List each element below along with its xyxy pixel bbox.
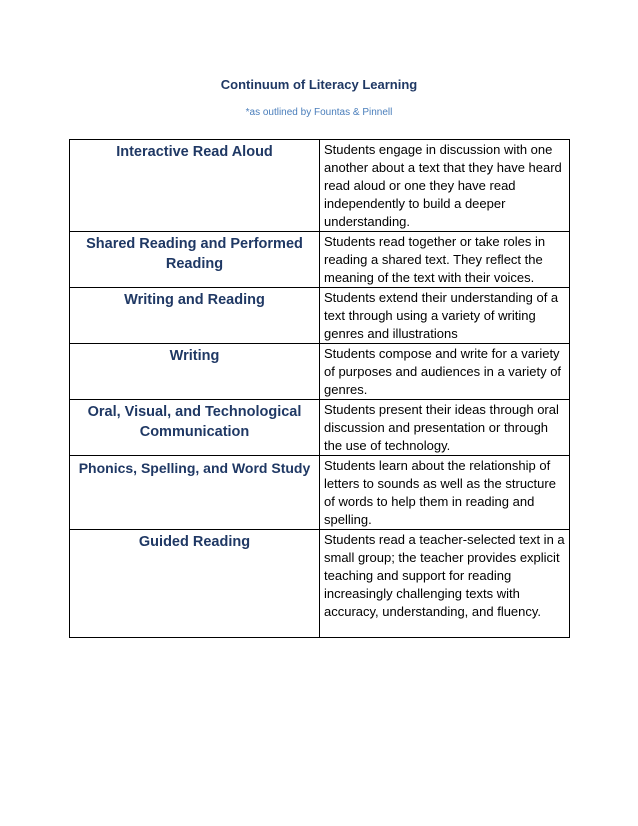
table-row bbox=[70, 344, 570, 400]
component-name-cell: Writing bbox=[70, 344, 320, 400]
component-name-cell: Guided Reading bbox=[70, 530, 320, 638]
component-description-cell: Students read together or take roles in reading a shared text. They reflect the meaning of the text with their voices. bbox=[320, 232, 570, 288]
component-description-cell: Students extend their understanding of a text through using a variety of writing genres and illustrations bbox=[320, 288, 570, 344]
component-description-cell: Students compose and write for a variety of purposes and audiences in a variety of genres. bbox=[320, 344, 570, 400]
component-description-cell: Students engage in discussion with one another about a text that they have heard read aloud or one they have read independently to build a deeper understanding. bbox=[320, 140, 570, 232]
document-title: Continuum of Literacy Learning bbox=[220, 77, 418, 92]
table-row bbox=[70, 140, 570, 232]
document-subtitle: *as outlined by Fountas & Pinnell bbox=[245, 107, 393, 118]
component-name-cell: Writing and Reading bbox=[70, 288, 320, 344]
component-name-cell: Phonics, Spelling, and Word Study bbox=[70, 456, 320, 530]
component-name-cell: Shared Reading and Performed Reading bbox=[70, 232, 320, 288]
literacy-continuum-table bbox=[69, 139, 570, 638]
component-description-cell: Students present their ideas through oral discussion and presentation or through the use of technology. bbox=[320, 400, 570, 456]
component-description-cell: Students read a teacher-selected text in a small group; the teacher provides explicit teaching and support for reading increasingly challenging texts with accuracy, understanding, and fluency. bbox=[320, 530, 570, 638]
table-row bbox=[70, 288, 570, 344]
table-row bbox=[70, 400, 570, 456]
table-row bbox=[70, 530, 570, 638]
component-name-cell: Interactive Read Aloud bbox=[70, 140, 320, 232]
table-row bbox=[70, 456, 570, 530]
table-row bbox=[70, 232, 570, 288]
component-name-cell: Oral, Visual, and Technological Communication bbox=[70, 400, 320, 456]
component-description-cell: Students learn about the relationship of letters to sounds as well as the structure of words to help them in reading and spelling. bbox=[320, 456, 570, 530]
